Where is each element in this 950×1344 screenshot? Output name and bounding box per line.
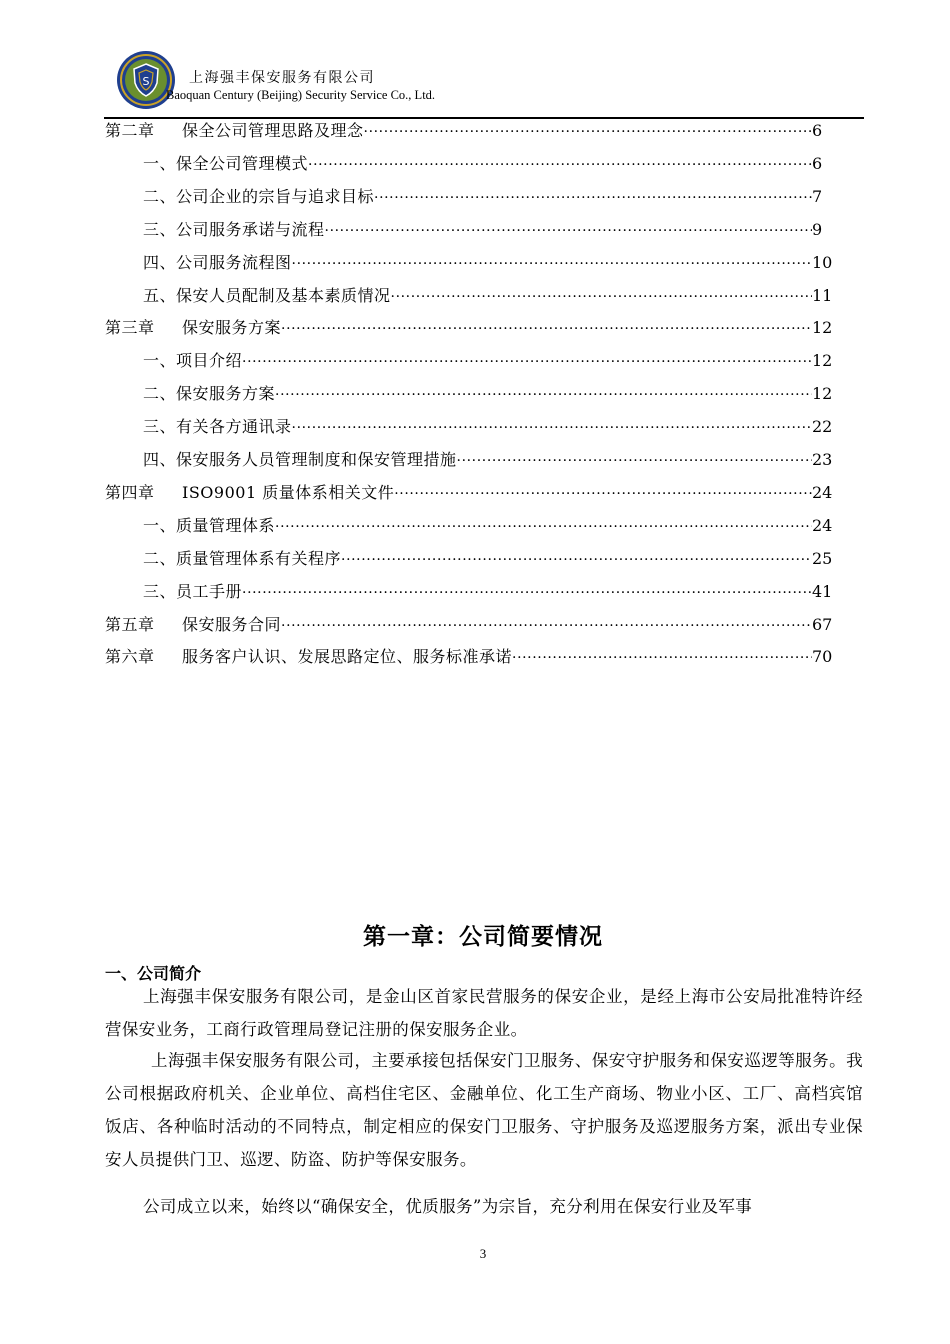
toc-page-number: 10 (812, 252, 833, 272)
toc-entry-title: 四、公司服务流程图 (143, 252, 292, 272)
toc-leader-dots (281, 613, 812, 639)
toc-page-number: 6 (812, 153, 823, 173)
toc-leader-dots (364, 119, 812, 145)
toc-leader-dots (242, 580, 812, 606)
toc-leader-dots (275, 514, 812, 540)
toc-entry (105, 217, 832, 243)
toc-entry-label (105, 217, 325, 243)
toc-entry-title: 三、公司服务承诺与流程 (143, 219, 325, 239)
toc-entry-title: 二、保安服务方案 (143, 384, 276, 404)
toc-entry (105, 118, 832, 144)
toc-leader-dots (512, 645, 812, 671)
toc-entry (105, 184, 832, 210)
header-company-name-cn: 上海强丰保安服务有限公司 (189, 70, 375, 86)
toc-chapter-number: 第三章 (105, 318, 155, 338)
toc-chapter-number: 第五章 (105, 614, 155, 634)
page-number: 3 (479, 1246, 487, 1261)
toc-page-number: 6 (812, 121, 823, 140)
toc-entry-label (105, 381, 275, 407)
toc-entry (105, 579, 832, 605)
toc-page-number: 23 (812, 450, 833, 469)
toc-entry-title: 四、保安服务人员管理制度和保安管理措施 (143, 450, 457, 469)
toc-entry-title: 一、项目介绍 (143, 351, 243, 371)
toc-entry-title: 保安服务合同 (182, 614, 282, 634)
toc-entry-title: 服务客户认识、发展思路定位、服务标准承诺 (182, 647, 513, 667)
chapter-title: 第一章：公司简要情况 (363, 924, 603, 950)
toc-entry (105, 151, 832, 177)
svg-text:S: S (142, 75, 150, 88)
toc-entry-label (105, 644, 512, 670)
body-paragraph: 公司成立以来，始终以“确保安全，优质服务”为宗旨，充分利用在保安行业及军事 (143, 1197, 753, 1216)
toc-leader-dots (292, 415, 812, 441)
toc-entry-label (105, 612, 281, 638)
toc-entry-title: 一、保全公司管理模式 (143, 153, 309, 173)
toc-entry-title: ISO9001 质量体系相关文件 (182, 482, 395, 502)
toc-page-number: 25 (812, 548, 833, 568)
toc-leader-dots (281, 316, 812, 342)
toc-entry-label (105, 283, 391, 309)
toc-chapter-number: 第四章 (105, 482, 155, 502)
toc-leader-dots (457, 448, 812, 474)
toc-page-number: 22 (812, 417, 833, 437)
toc-leader-dots (292, 251, 812, 277)
toc-page-number: 67 (812, 614, 833, 634)
toc-entry (105, 348, 832, 374)
toc-entry-title: 三、有关各方通讯录 (143, 417, 292, 437)
toc-page-number: 9 (812, 219, 823, 239)
toc-page-number: 41 (812, 581, 833, 601)
toc-entry (105, 250, 832, 276)
body-paragraph: 上海强丰保安服务有限公司，主要承接包括保安门卫服务、保安守护服务和保安巡逻等服务。我公司根据政府机关、企业单位、高档住宅区、金融单位、化工生产商场、物业小区、工厂、高档宾馆饭店、各种临时活动的不同特点，制定相应的保安门卫服务、守护服务及巡逻服务方案，派出专业保安人员提供门卫、巡逻、防盗、防护等保安服务。 (105, 1051, 863, 1169)
toc-leader-dots (325, 218, 812, 244)
body-paragraph: 上海强丰保安服务有限公司，是金山区首家民营服务的保安企业，是经上海市公安局批准特许经营保安业务，工商行政管理局登记注册的保安服务企业。 (105, 987, 863, 1039)
toc-entry-title: 一、质量管理体系 (143, 515, 276, 535)
toc-page-number: 24 (812, 515, 833, 535)
toc-entry-label (105, 250, 292, 276)
toc-leader-dots (242, 349, 812, 375)
toc-chapter-number: 第二章 (105, 121, 155, 140)
toc-entry-title: 保全公司管理思路及理念 (182, 121, 364, 140)
toc-entry (105, 315, 832, 341)
toc-leader-dots (308, 152, 812, 178)
toc-entry-label (105, 546, 341, 572)
header-company-name-en: Baoquan Century (Beijing) Security Service Co., Ltd. (166, 88, 436, 102)
toc-page-number: 11 (812, 285, 833, 305)
toc-entry-label (105, 414, 292, 440)
toc-leader-dots (374, 185, 812, 211)
toc-entry-label (105, 118, 364, 144)
toc-page-number: 24 (812, 482, 833, 502)
toc-entry-title: 三、员工手册 (143, 581, 243, 601)
toc-leader-dots (391, 284, 812, 310)
toc-chapter-number: 第六章 (105, 647, 155, 667)
toc-entry-title: 五、保安人员配制及基本素质情况 (143, 285, 391, 305)
toc-entry (105, 447, 832, 473)
toc-leader-dots (275, 382, 812, 408)
toc-entry-label (105, 315, 281, 341)
toc-entry-title: 二、公司企业的宗旨与追求目标 (143, 186, 375, 206)
toc-entry (105, 513, 832, 539)
toc-entry-label (105, 447, 457, 473)
toc-leader-dots (394, 481, 812, 507)
toc-page-number: 70 (812, 647, 833, 667)
toc-entry-label (105, 480, 394, 506)
toc-entry-label (105, 151, 308, 177)
toc-page-number: 12 (812, 318, 833, 338)
toc-entry-label (105, 184, 374, 210)
toc-page-number: 7 (812, 186, 823, 206)
toc-entry-title: 二、质量管理体系有关程序 (143, 548, 342, 568)
toc-entry-label (105, 579, 242, 605)
toc-entry-label (105, 513, 275, 539)
toc-entry (105, 414, 832, 440)
toc-entry (105, 480, 832, 506)
toc-entry-label (105, 348, 242, 374)
toc-entry (105, 283, 832, 309)
toc-page-number: 12 (812, 384, 833, 404)
toc-entry (105, 381, 832, 407)
toc-page-number: 12 (812, 351, 833, 371)
section-heading: 一、公司简介 (105, 964, 202, 983)
toc-leader-dots (341, 547, 812, 573)
toc-entry-title: 保安服务方案 (182, 318, 282, 338)
toc-entry (105, 612, 832, 638)
toc-entry (105, 546, 832, 572)
toc-entry (105, 644, 832, 670)
